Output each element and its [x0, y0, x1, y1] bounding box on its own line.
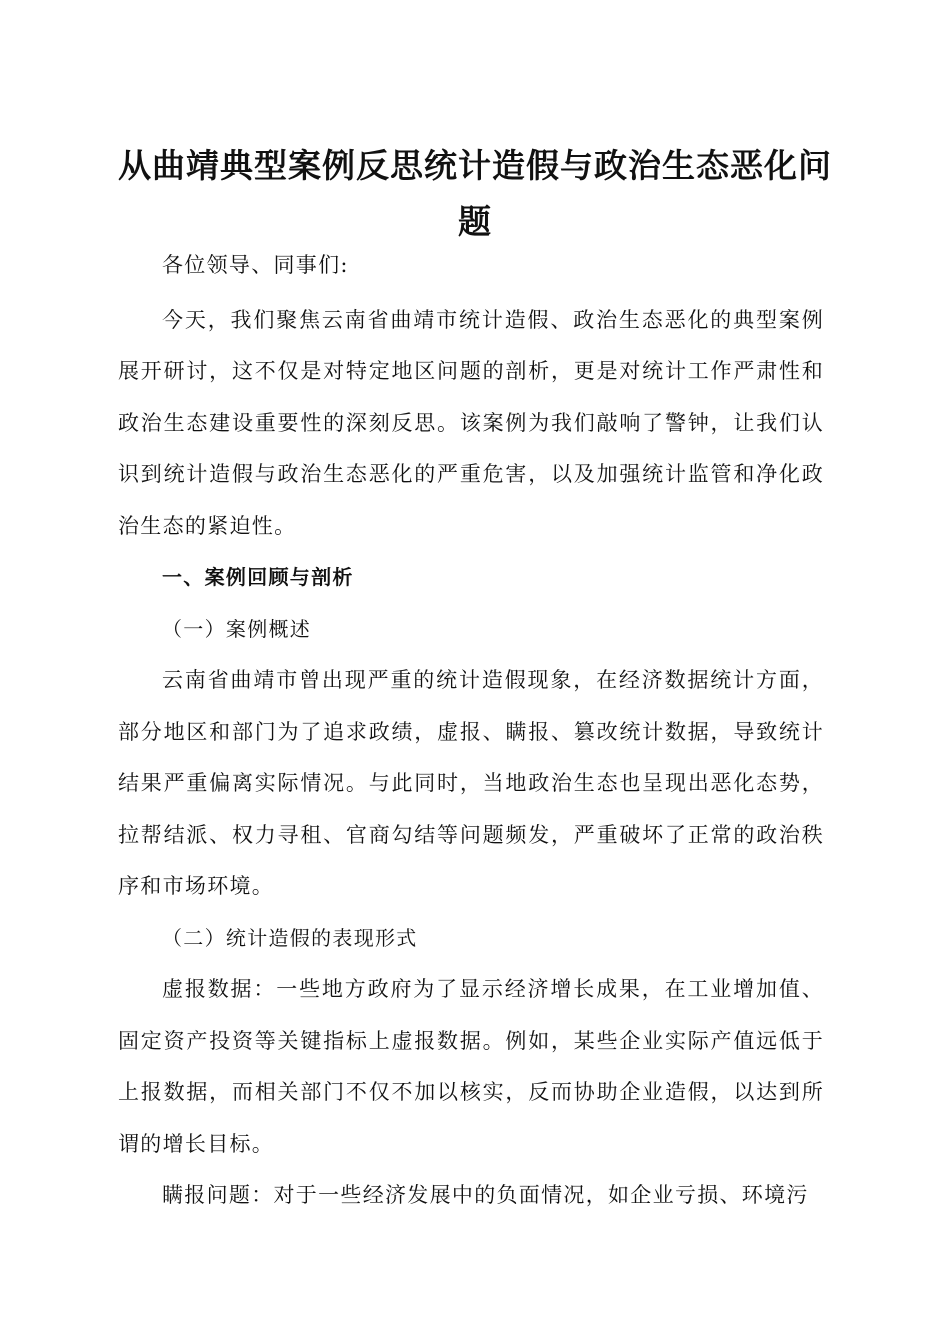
subsection-heading-forms: （二）统计造假的表现形式 — [162, 925, 418, 950]
document-title: 从曲靖典型案例反思统计造假与政治生态恶化问题 — [118, 146, 832, 241]
intro-paragraph: 今天，我们聚焦云南省曲靖市统计造假、政治生态恶化的典型案例展开研讨，这不仅是对特定地区问题的剖析，更是对统计工作严肃性和政治生态建设重要性的深刻反思。该案例为我们敲响了警钟，让我们认识到统计造假与政治生态恶化的严重危害，以及加强统计监管和净化政治生态的紧迫性。 — [118, 307, 824, 538]
section-heading-case-review: 一、案例回顾与剖析 — [162, 565, 354, 589]
subsection-heading-overview: （一）案例概述 — [162, 616, 312, 641]
document-body — [118, 240, 824, 1222]
salutation: 各位领导、同事们: — [162, 253, 349, 277]
false-reporting-paragraph: 虚报数据：一些地方政府为了显示经济增长成果，在工业增加值、固定资产投资等关键指标上虚报数据。例如，某些企业实际产值远低于上报数据，而相关部门不仅不加以核实，反而协助企业造假，以达到所谓的增长目标。 — [118, 977, 824, 1156]
concealment-paragraph: 瞒报问题：对于一些经济发展中的负面情况，如企业亏损、环境污 — [162, 1183, 809, 1207]
overview-paragraph: 云南省曲靖市曾出现严重的统计造假现象，在经济数据统计方面，部分地区和部门为了追求政绩，虚报、瞒报、篡改统计数据，导致统计结果严重偏离实际情况。与此同时，当地政治生态也呈现出恶化态势，拉帮结派、权力寻租、官商勾结等问题频发，严重破坏了正常的政治秩序和市场环境。 — [118, 668, 824, 898]
